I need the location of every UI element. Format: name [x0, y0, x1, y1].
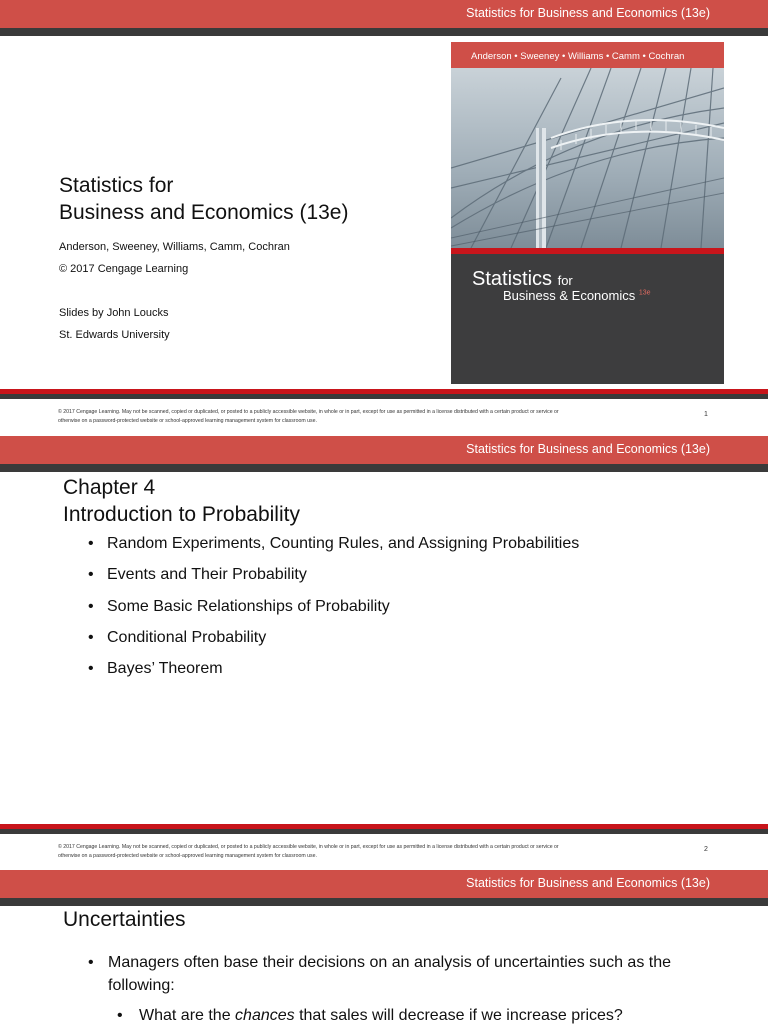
header-title: Statistics for Business and Economics (13e) — [466, 876, 710, 890]
list-item: • Conditional Probability — [88, 629, 267, 646]
list-item: • Random Experiments, Counting Rules, and Assigning Probabilities — [88, 535, 580, 552]
cover-photo-bridge — [451, 68, 724, 248]
slide-header-bar — [0, 436, 768, 464]
chapter-name: Introduction to Probability — [63, 503, 300, 526]
footer-legal: © 2017 Cengage Learning. May not be scanned, copied or duplicated, or posted to a publicly accessible website, in whole or in part, except for use as permitted in a license distributed with a certain product or service or otherwise on a password-protected website or school-approved learning management system for classroom use. — [58, 844, 559, 859]
list-item: • Some Basic Relationships of Probability — [88, 598, 390, 615]
slide-header-bar — [0, 0, 768, 28]
footer-legal: © 2017 Cengage Learning. May not be scanned, copied or duplicated, or posted to a publicly accessible website, in whole or in part, except for use as permitted in a license distributed with a certain product or service or otherwise on a password-protected website or school-approved learning management system for classroom use. — [58, 409, 559, 424]
header-title: Statistics for Business and Economics (13e) — [466, 6, 710, 20]
footer-dark-strip — [0, 829, 768, 834]
header-dark-strip — [0, 898, 768, 906]
footer-dark-strip — [0, 394, 768, 399]
list-item: • Bayes’ Theorem — [88, 660, 223, 677]
university: St. Edwards University — [59, 329, 170, 341]
header-title: Statistics for Business and Economics (13e) — [466, 442, 710, 456]
book-cover — [451, 42, 724, 384]
chapter-title — [63, 474, 300, 528]
cover-authors: Anderson • Sweeney • Williams • Camm • Cochran — [471, 51, 685, 62]
cover-subtitle: Business & Economics $^{13e}$ — [503, 288, 651, 303]
copyright: © 2017 Cengage Learning — [59, 263, 189, 275]
slide-title: Uncertainties — [63, 908, 186, 931]
slide-2 — [0, 436, 768, 868]
slide-1 — [0, 0, 768, 432]
slides-by: Slides by John Loucks — [59, 307, 169, 319]
page-number: 2 — [704, 846, 708, 853]
cover-edition: 13e — [638, 289, 651, 297]
slide-title: Statistics for Business and Economics (13e) — [59, 174, 349, 224]
header-dark-strip — [0, 464, 768, 472]
page-number: 1 — [704, 411, 708, 418]
slide-3 — [0, 870, 768, 1024]
cover-author-band — [451, 42, 724, 68]
chapter-number: Chapter 4 — [63, 476, 156, 499]
authors: Anderson, Sweeney, Williams, Camm, Cochran — [59, 241, 290, 253]
cover-red-band — [451, 248, 724, 254]
sub-list-item: • What are the chances that sales will decrease if we increase prices? — [117, 1007, 623, 1024]
header-dark-strip — [0, 28, 768, 36]
slide-header-bar — [0, 870, 768, 898]
list-item: • Events and Their Probability — [88, 566, 307, 583]
cover-title: Statistics for — [472, 268, 573, 290]
list-item: • Managers often base their decisions on an analysis of uncertainties such as the following: — [88, 954, 671, 994]
